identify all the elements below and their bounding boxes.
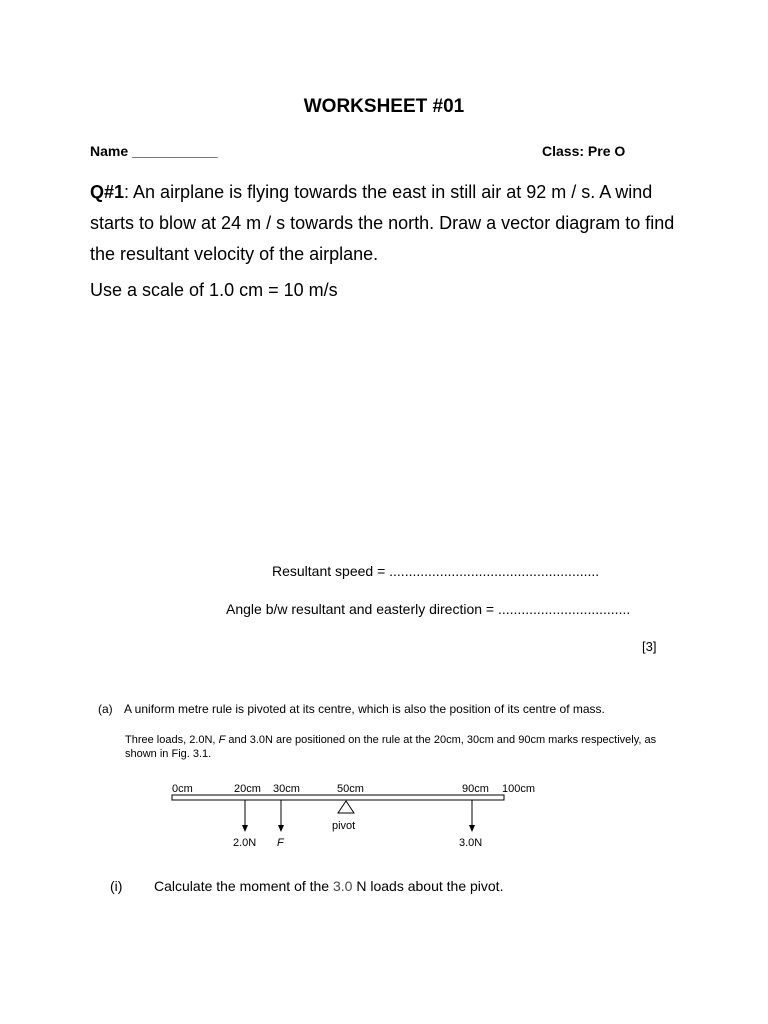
ruler-label-0cm: 0cm (172, 783, 193, 795)
question-1-text (90, 177, 680, 270)
loads-f-symbol: F (218, 734, 226, 746)
ruler-label-50cm: 50cm (337, 783, 364, 795)
ruler-label-20cm: 20cm (234, 783, 261, 795)
question-1-label: Q#1 (90, 182, 125, 202)
ruler-label-100cm: 100cm (502, 783, 536, 795)
load-label-3n: 3.0N (459, 837, 483, 849)
pivot-label: pivot (332, 820, 356, 832)
load-label-f: F (277, 837, 284, 849)
metre-rule-bar (172, 795, 504, 800)
sub-question-i (110, 878, 503, 894)
question-a-loads-text (125, 733, 665, 761)
question-a-letter: (a) (98, 702, 113, 716)
ruler-label-90cm: 90cm (462, 783, 489, 795)
question-a-intro-text: A uniform metre rule is pivoted at its centre, which is also the position of its centre of mass. (124, 702, 605, 716)
loads-text-part-2: and 3.0N are positioned on the rule at the 20cm, 30cm and 90cm marks respectively, as shown in Fig. 3.1. (125, 734, 657, 760)
load-arrow-2n (242, 800, 248, 832)
worksheet-title: WORKSHEET #01 (303, 96, 465, 117)
load-arrow-f (278, 800, 284, 832)
class-label: Class: Pre O (542, 143, 626, 159)
load-arrow-3n (469, 800, 475, 832)
sub-question-i-text-2: N loads about the pivot. (352, 878, 504, 894)
figure-3-1 (160, 778, 580, 861)
question-1-body: : An airplane is flying towards the east in still air at 92 m / s. A wind starts to blow at 24 m / s towards the north. Draw a vector diagram to find the resultant velocity of the airplane. (90, 182, 675, 264)
question-a-intro (98, 702, 605, 716)
name-field-label: Name ___________ (90, 143, 218, 159)
sub-question-i-value: 3.0 (333, 878, 353, 894)
question-1-marks: [3] (642, 639, 657, 654)
scale-instruction: Use a scale of 1.0 cm = 10 m/s (90, 280, 338, 300)
loads-text-part-1: Three loads, 2.0N, (125, 734, 219, 746)
ruler-label-30cm: 30cm (273, 783, 300, 795)
metre-rule-diagram (160, 778, 580, 856)
resultant-speed-answer-line: Resultant speed = ...................................................... (272, 563, 600, 579)
load-label-2n: 2.0N (233, 837, 257, 849)
sub-question-i-number: (i) (110, 878, 123, 894)
angle-answer-line: Angle b/w resultant and easterly direction = .................................. (226, 601, 631, 617)
pivot-triangle-icon (338, 801, 354, 813)
sub-question-i-text-1: Calculate the moment of the (154, 878, 333, 894)
